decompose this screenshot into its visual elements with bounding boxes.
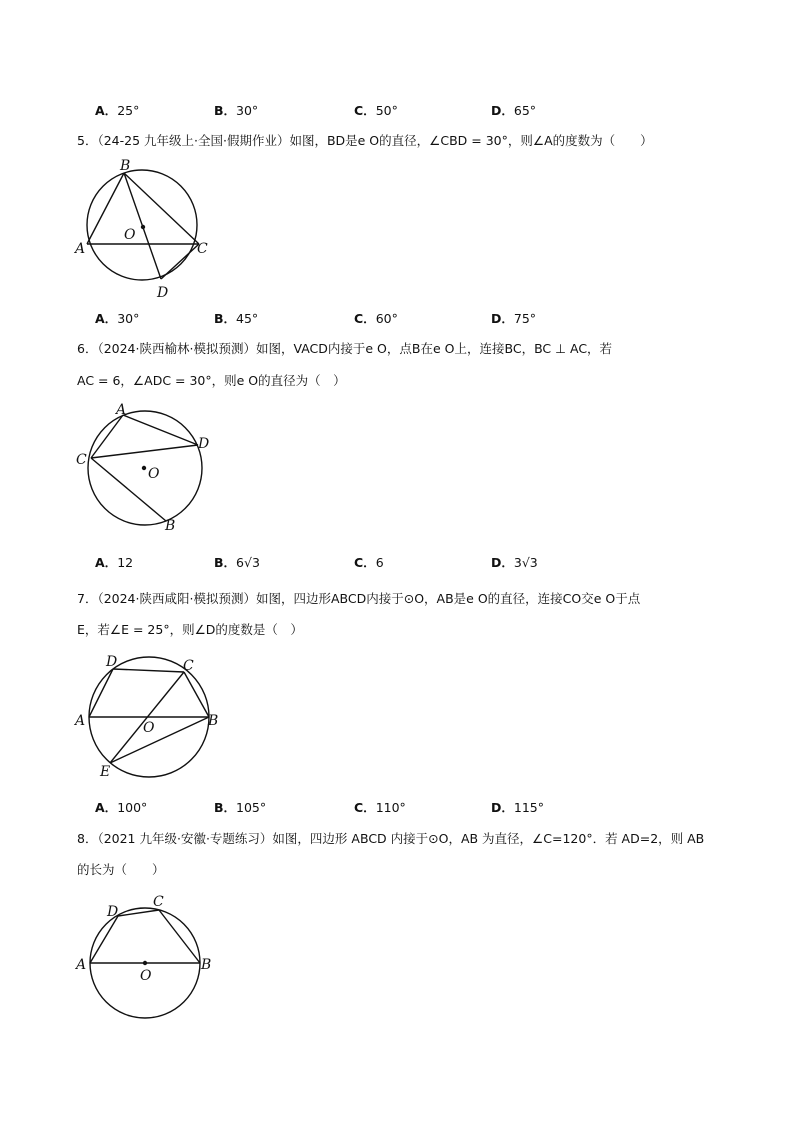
q5-option-a: A．30°: [95, 311, 140, 326]
q8-label-b: B: [201, 957, 212, 973]
q7-label-d: D: [106, 654, 118, 670]
q6-option-c: C．6: [354, 555, 384, 570]
q6-option-b: B．6√3: [214, 555, 260, 570]
q7-stem-line2: E，若∠E = 25°，则∠D的度数是（ ）: [77, 622, 303, 637]
q7-label-o: O: [143, 720, 155, 736]
q8-label-c: C: [153, 894, 164, 910]
q6-option-a: A．12: [95, 555, 134, 570]
q7-label-b: B: [208, 713, 219, 729]
q7-option-b: B．105°: [214, 800, 267, 815]
q8-figure: [70, 890, 230, 1030]
q5-option-d: D．75°: [491, 311, 537, 326]
q5-option-b: B．45°: [214, 311, 259, 326]
q7-label-c: C: [183, 658, 194, 674]
q4-option-d: D．65°: [491, 103, 537, 118]
q6-label-a: A: [116, 402, 127, 418]
q7-option-d: D．115°: [491, 800, 544, 815]
q8-label-d: D: [107, 904, 119, 920]
q4-option-a: A．25°: [95, 103, 140, 118]
q8-label-a: A: [76, 957, 87, 973]
q7-label-e: E: [100, 764, 111, 780]
q8-stem-line1: 8．（2021 九年级·安徽·专题练习）如图，四边形 ABCD 内接于⊙O，AB 为直径，∠C=120°．若 AD=2，则 AB: [77, 831, 705, 846]
q5-figure: [70, 155, 220, 305]
q5-stem: 5．（24-25 九年级上·全国·假期作业）如图，BD是e O的直径，∠CBD = 30°，则∠A的度数为（ ）: [77, 133, 653, 148]
q6-label-o: O: [148, 466, 160, 482]
q5-label-c: C: [197, 241, 208, 257]
q6-stem-line1: 6．（2024·陕西榆林·模拟预测）如图，VACD内接于e O，点B在e O上，连接BC，BC ⊥ AC，若: [77, 341, 613, 356]
q6-figure: [70, 400, 230, 540]
q4-option-c: C．50°: [354, 103, 398, 118]
q6-stem-line2: AC = 6，∠ADC = 30°，则e O的直径为（ ）: [77, 373, 346, 388]
q4-option-b: B．30°: [214, 103, 259, 118]
q6-label-b: B: [165, 518, 176, 534]
q8-stem-line2: 的长为（ ）: [77, 862, 165, 877]
q7-option-c: C．110°: [354, 800, 406, 815]
q6-label-d: D: [198, 436, 210, 452]
q6-option-d: D．3√3: [491, 555, 538, 570]
q5-label-a: A: [75, 241, 86, 257]
q7-figure: [70, 650, 230, 790]
q7-label-a: A: [75, 713, 86, 729]
q7-option-a: A．100°: [95, 800, 148, 815]
q5-label-b: B: [120, 158, 131, 174]
q5-label-o: O: [124, 227, 136, 243]
q5-option-c: C．60°: [354, 311, 398, 326]
q8-label-o: O: [140, 968, 152, 984]
q5-label-d: D: [157, 285, 169, 301]
q7-stem-line1: 7．（2024·陕西咸阳·模拟预测）如图，四边形ABCD内接于⊙O，AB是e O的直径，连接CO交e O于点: [77, 591, 641, 606]
q6-label-c: C: [76, 452, 87, 468]
